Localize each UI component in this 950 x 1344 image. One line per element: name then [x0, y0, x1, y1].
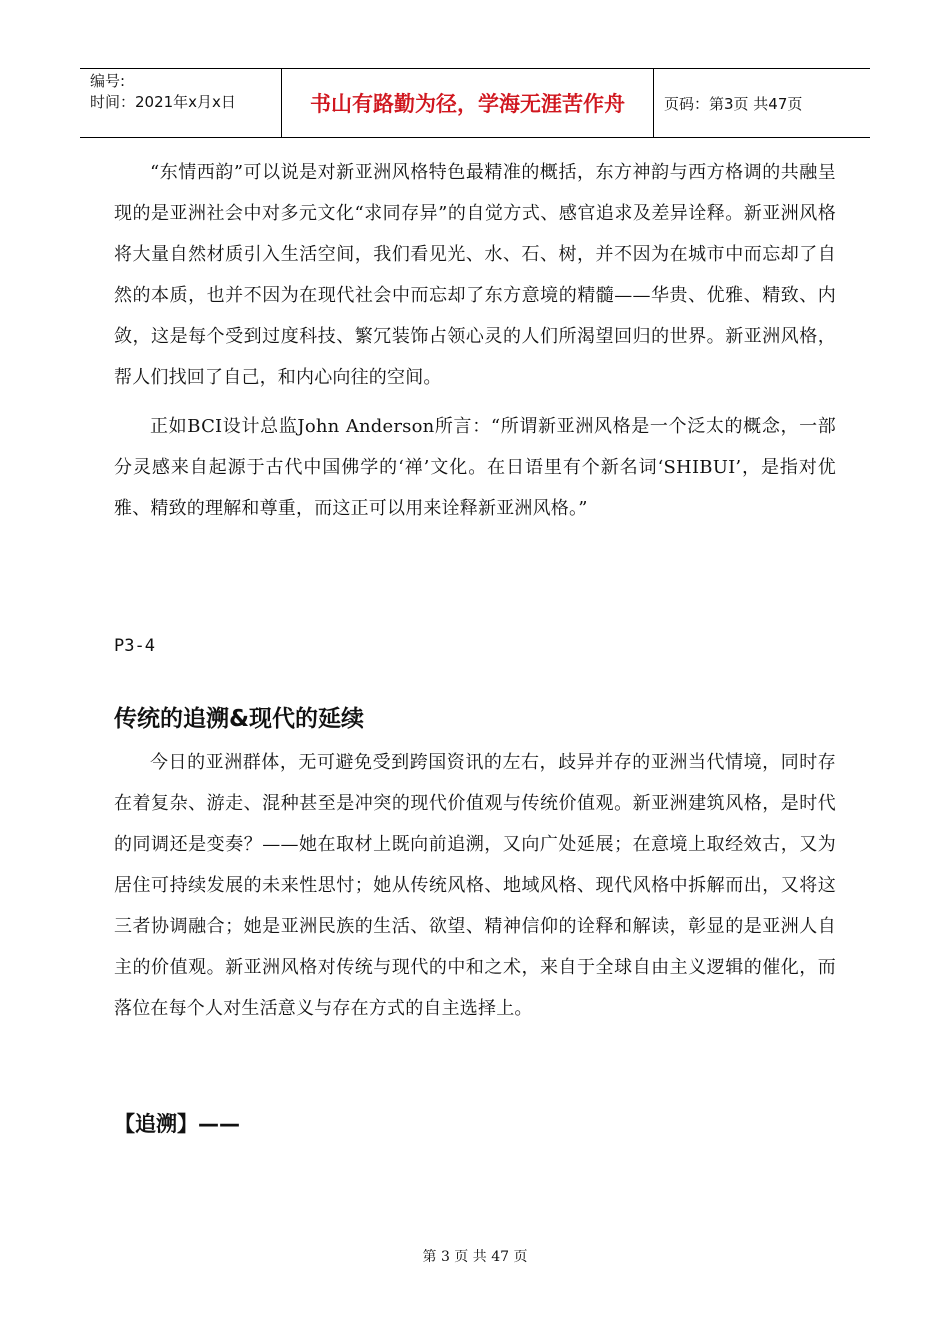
header-meta [80, 69, 282, 137]
time-label: 时间：2021年x月x日 [90, 93, 236, 111]
paragraph-1: “东情西韵”可以说是对新亚洲风格特色最精准的概括，东方神韵与西方格调的共融呈现的是亚洲社会中对多元文化“求同存异”的自觉方式、感官追求及差异诠释。新亚洲风格将大量自然材质引入生活空间，我们看见光、水、石、树，并不因为在城市中而忘却了自然的本质，也并不因为在现代社会中而忘却了东方意境的精髓——华贵、优雅、精致、内敛，这是每个受到过度科技、繁冗装饰占领心灵的人们所渴望回归的世界。新亚洲风格，帮人们找回了自己，和内心向往的空间。 [114, 162, 836, 388]
section-title: 传统的追溯&现代的延续 [114, 706, 365, 732]
paragraph-2: 正如BCI设计总监John Anderson所言：“所谓新亚洲风格是一个泛太的概念，一部分灵感来自起源于古代中国佛学的‘禅’文化。在日语里有个新名词‘SHIBUI’，是指对优雅、精致的理解和尊重，而这正可以用来诠释新亚洲风格。” [114, 416, 836, 519]
paragraph-3: 今日的亚洲群体，无可避免受到跨国资讯的左右，歧异并存的亚洲当代情境，同时存在着复杂、游走、混种甚至是冲突的现代价值观与传统价值观。新亚洲建筑风格，是时代的同调还是变奏？——她在取材上既向前追溯，又向广处延展；在意境上取经效古，又为居住可持续发展的未来性思忖；她从传统风格、地域风格、现代风格中拆解而出，又将这三者协调融合；她是亚洲民族的生活、欲望、精神信仰的诠释和解读，彰显的是亚洲人自主的价值观。新亚洲风格对传统与现代的中和之术，来自于全球自由主义逻辑的催化，而落位在每个人对生活意义与存在方式的自主选择上。 [114, 752, 836, 1019]
header-page-info: 页码：第3页 共47页 [664, 94, 803, 113]
main-content [114, 152, 836, 529]
page-header [80, 68, 870, 138]
page-footer: 第 3 页 共 47 页 [422, 1249, 528, 1265]
page-section-label: P3-4 [114, 636, 155, 656]
header-motto: 书山有路勤为径，学海无涯苦作舟 [282, 69, 654, 137]
code-label: 编号: [90, 72, 126, 90]
subheading: 【追溯】—— [114, 1112, 240, 1136]
